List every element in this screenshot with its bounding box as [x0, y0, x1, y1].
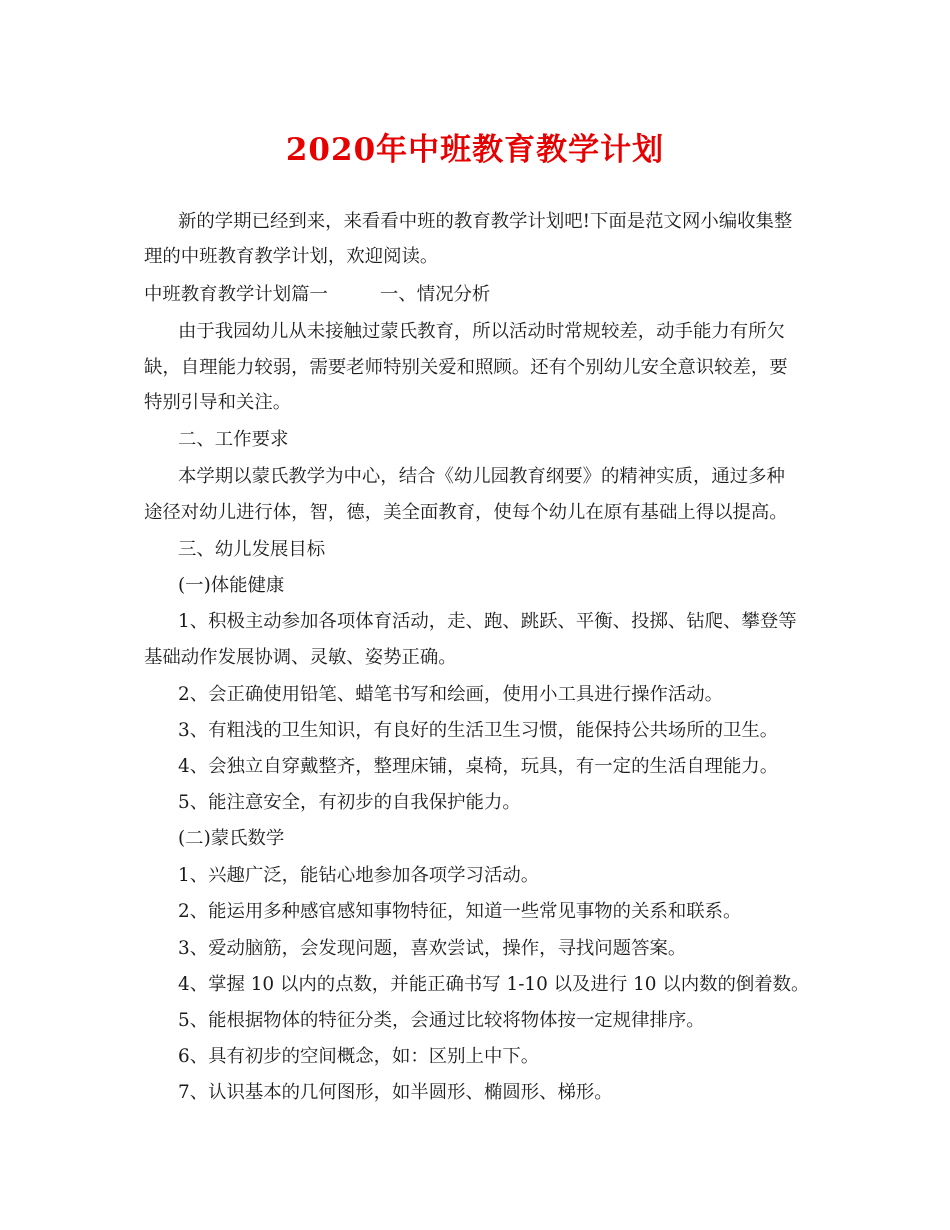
- section-heading: 中班教育教学计划篇一: [144, 284, 328, 305]
- page-title: 2020年中班教育教学计划: [285, 132, 665, 168]
- list-item: 2、会正确使用铅笔、蜡笔书写和绘画，使用小工具进行操作活动。: [178, 684, 724, 705]
- list-item: 1、兴趣广泛，能钻心地参加各项学习活动。: [178, 865, 540, 886]
- list-item: 1、积极主动参加各项体育活动，走、跑、跳跃、平衡、投掷、钻爬、攀登等: [178, 611, 797, 632]
- intro-paragraph-line: 理的中班教育教学计划，欢迎阅读。: [144, 246, 439, 267]
- list-item: 3、有粗浅的卫生知识，有良好的生活卫生习惯，能保持公共场所的卫生。: [178, 720, 779, 741]
- analysis-paragraph-line: 特别引导和关注。: [144, 392, 292, 413]
- analysis-paragraph-line: 由于我园幼儿从未接触过蒙氏教育，所以活动时常规较差，动手能力有所欠: [178, 321, 785, 342]
- list-item: 5、能根据物体的特征分类，会通过比较将物体按一定规律排序。: [178, 1010, 705, 1031]
- list-item: 4、掌握 10 以内的点数，并能正确书写 1-10 以及进行 10 以内数的倒着数。: [178, 974, 810, 995]
- list-item: 2、能运用多种感官感知事物特征，知道一些常见事物的关系和联系。: [178, 901, 742, 922]
- group-heading: (一)体能健康: [178, 575, 285, 596]
- subheading: 一、情况分析: [379, 284, 491, 305]
- requirements-paragraph-line: 本学期以蒙氏教学为中心，结合《幼儿园教育纲要》的精神实质，通过多种: [178, 466, 785, 487]
- group-heading: (二)蒙氏数学: [178, 828, 285, 849]
- section-heading-row: [144, 283, 804, 307]
- list-item: 5、能注意安全，有初步的自我保护能力。: [178, 792, 521, 813]
- list-item: 7、认识基本的几何图形，如半圆形、椭圆形、梯形。: [178, 1082, 613, 1103]
- subheading: 二、工作要求: [178, 429, 289, 450]
- requirements-paragraph-line: 途径对幼儿进行体，智，德，美全面教育，使每个幼儿在原有基础上得以提高。: [144, 502, 788, 523]
- list-item: 4、会独立自穿戴整齐，整理床铺，桌椅，玩具，有一定的生活自理能力。: [178, 756, 779, 777]
- list-item: 6、具有初步的空间概念，如：区别上中下。: [178, 1046, 540, 1067]
- list-item: 3、爱动脑筋，会发现问题，喜欢尝试，操作，寻找问题答案。: [178, 938, 687, 959]
- intro-paragraph-line: 新的学期已经到来，来看看中班的教育教学计划吧!下面是范文网小编收集整: [178, 211, 793, 232]
- subheading: 三、幼儿发展目标: [178, 539, 326, 560]
- analysis-paragraph-line: 缺，自理能力较弱，需要老师特别关爱和照顾。还有个别幼儿安全意识较差，要: [144, 357, 788, 378]
- list-item-continuation: 基础动作发展协调、灵敏、姿势正确。: [144, 647, 457, 668]
